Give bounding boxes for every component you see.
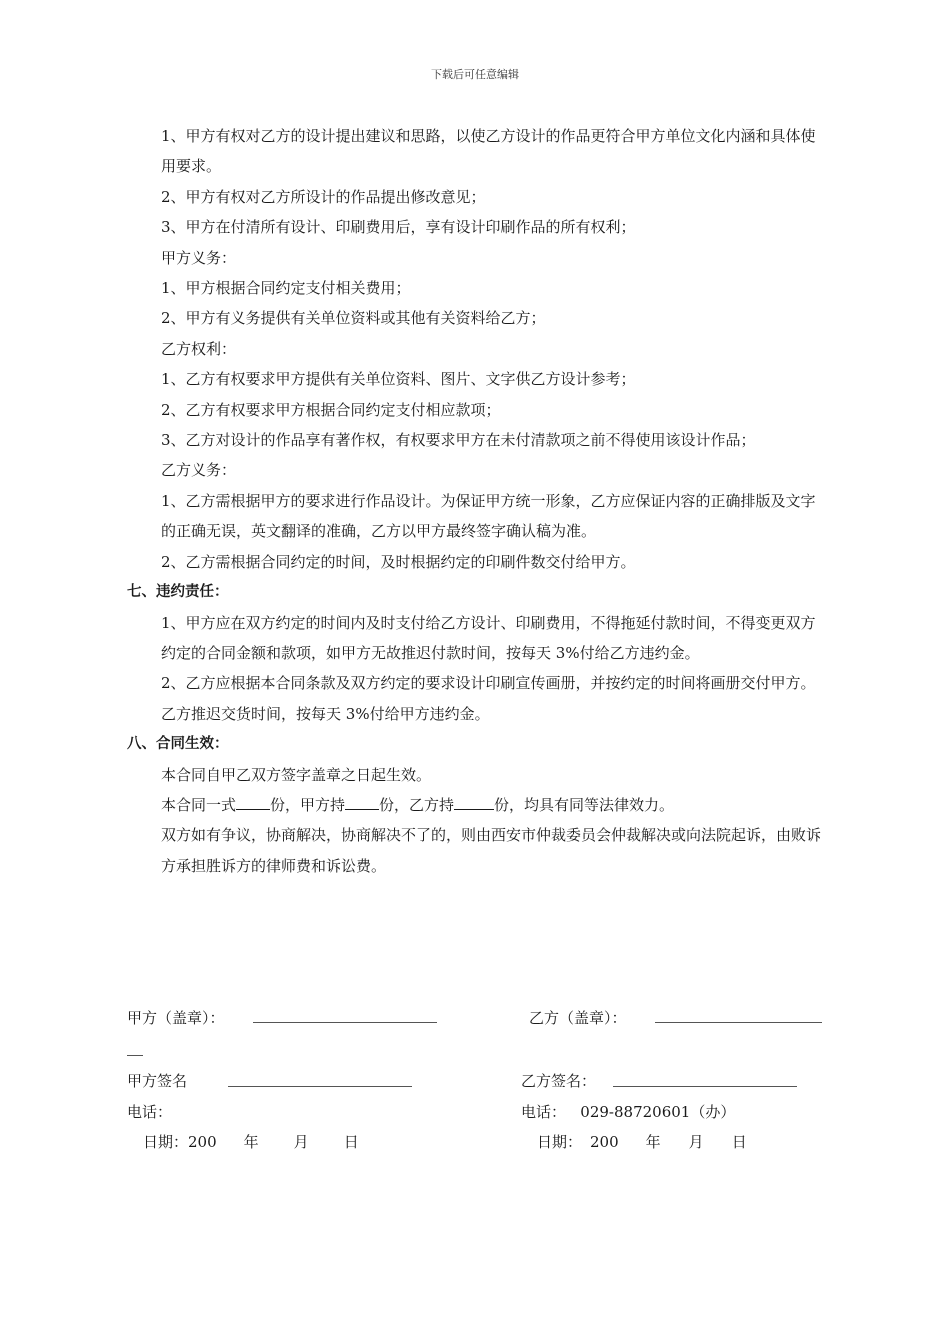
date-year: 年: [243, 1133, 259, 1151]
party-a-seal-line: [253, 1022, 437, 1023]
party-a-seal-label: 甲方（盖章）：: [127, 1009, 225, 1027]
paragraph: 1、乙方有权要求甲方提供有关单位资料、图片、文字供乙方设计参考；: [161, 370, 636, 389]
copies-paragraph: [127, 790, 827, 820]
contract-body: [127, 121, 827, 881]
paragraph: 1、甲方根据合同约定支付相关费用；: [161, 279, 411, 298]
paragraph: 2、乙方应根据本合同条款及双方约定的要求设计印刷宣传画册，并按约定的时间将画册交付甲方。乙方推迟交货时间，按每天 3%付给甲方违约金。: [161, 674, 816, 723]
date-label: 日期：: [537, 1133, 583, 1151]
date-day: 日: [343, 1133, 359, 1151]
date-year-prefix: 200: [188, 1133, 217, 1151]
seal-line-continuation: [127, 1055, 143, 1056]
subheading: 乙方权利：: [161, 339, 237, 358]
paragraph: 3、乙方对设计的作品享有著作权，有权要求甲方在未付清款项之前不得使用该设计作品；: [161, 431, 756, 450]
section-title-breach: 七、违约责任：: [127, 584, 229, 601]
paragraph: 3、甲方在付清所有设计、印刷费用后，享有设计印刷作品的所有权利；: [161, 218, 636, 237]
party-b-date: [537, 1131, 747, 1152]
paragraph: 2、甲方有义务提供有关单位资料或其他有关资料给乙方；: [161, 309, 546, 328]
section-title-effect: 八、合同生效：: [127, 736, 229, 753]
date-year: 年: [645, 1133, 661, 1151]
copies-blank: [236, 795, 270, 810]
copies-blank: [345, 795, 379, 810]
date-day: 日: [731, 1133, 747, 1151]
party-b-sign-line: [613, 1086, 797, 1087]
copies-text: 份，均具有同等法律效力。: [494, 795, 675, 814]
party-a-sign-label: 甲方签名: [127, 1072, 188, 1090]
subheading: 甲方义务：: [161, 248, 237, 267]
party-a-sign-line: [228, 1086, 412, 1087]
party-b-sign-label: 乙方签名：: [521, 1072, 597, 1090]
party-a-date: [143, 1131, 359, 1152]
subheading: 乙方义务：: [161, 461, 237, 480]
paragraph: 双方如有争议，协商解决，协商解决不了的，则由西安市仲裁委员会仲裁解决或向法院起诉，由败诉方承担胜诉方的律师费和诉讼费。: [161, 826, 822, 875]
party-b-seal-label: 乙方（盖章）：: [529, 1009, 627, 1027]
party-a-phone: 电话：: [127, 1103, 173, 1121]
paragraph: 本合同自甲乙双方签字盖章之日起生效。: [161, 765, 432, 784]
party-b-seal-line: [655, 1022, 822, 1023]
copies-blank: [454, 795, 494, 810]
date-month: 月: [688, 1133, 704, 1151]
page-header-note: 下载后可任意编辑: [431, 68, 519, 81]
copies-text: 本合同一式: [161, 795, 237, 814]
party-b-phone: 电话： 029-88720601（办）: [521, 1103, 736, 1121]
paragraph: 1、甲方有权对乙方的设计提出建议和思路，以使乙方设计的作品更符合甲方单位文化内涵和具体使用要求。: [161, 127, 816, 176]
paragraph: 2、甲方有权对乙方所设计的作品提出修改意见；: [161, 187, 486, 206]
date-label: 日期：: [143, 1133, 189, 1151]
copies-text: 份，甲方持: [270, 795, 346, 814]
copies-text: 份，乙方持: [379, 795, 455, 814]
date-month: 月: [293, 1133, 309, 1151]
paragraph: 2、乙方有权要求甲方根据合同约定支付相应款项；: [161, 400, 501, 419]
date-year-prefix: 200: [590, 1133, 619, 1151]
paragraph: 1、乙方需根据甲方的要求进行作品设计。为保证甲方统一形象，乙方应保证内容的正确排版及文字的正确无误，英文翻译的准确，乙方以甲方最终签字确认稿为准。: [161, 491, 816, 541]
paragraph: 2、乙方需根据合同约定的时间，及时根据约定的印刷件数交付给甲方。: [161, 552, 636, 571]
paragraph: 1、甲方应在双方约定的时间内及时支付给乙方设计、印刷费用，不得拖延付款时间，不得变更双方约定的合同金额和款项，如甲方无故推迟付款时间，按每天 3%付给乙方违约金。: [161, 613, 816, 662]
